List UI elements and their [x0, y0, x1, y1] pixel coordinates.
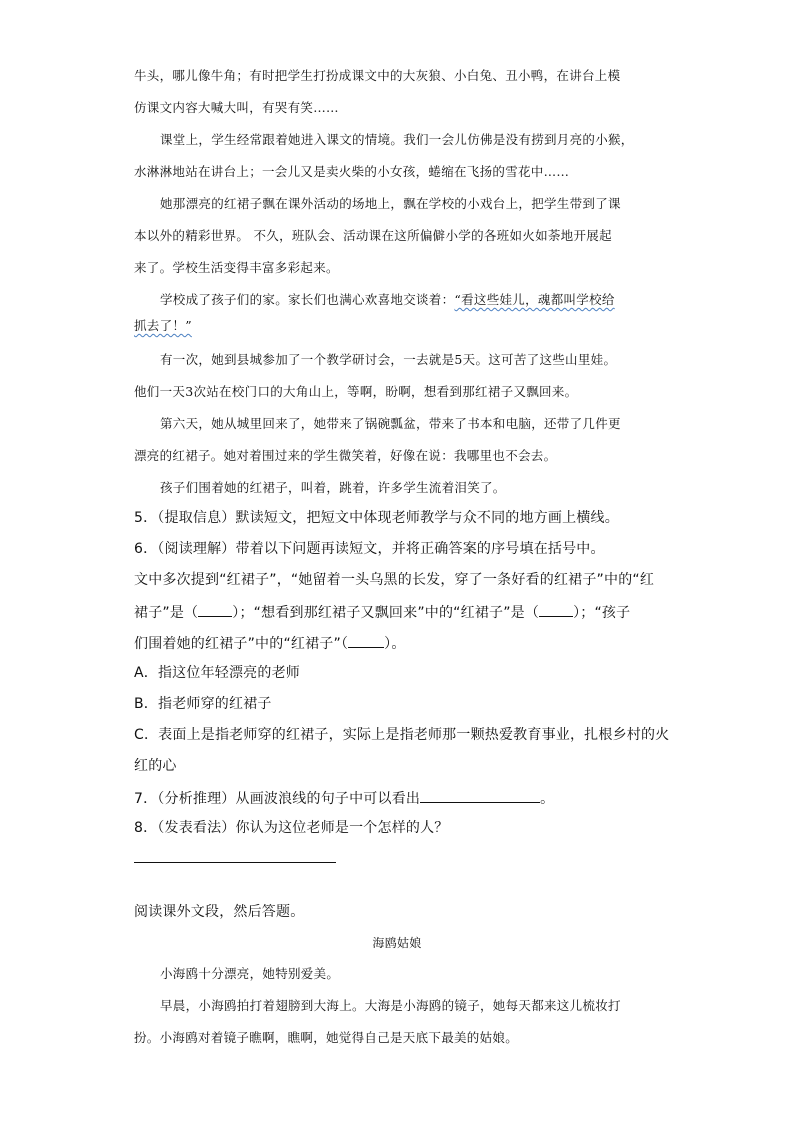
story-line	[134, 317, 192, 335]
option-c-cont: 红的心	[134, 758, 177, 774]
story-line: 她那漂亮的红裙子飘在课外活动的场地上，飘在学校的小戏台上，把学生带到了课	[160, 196, 621, 211]
option-b: B．指老师穿的红裙子	[134, 696, 272, 712]
question-8: 8．（发表看法）你认为这位老师是一个怎样的人？	[134, 820, 449, 836]
answer-blank[interactable]	[539, 602, 573, 617]
option-a: A．指这位年轻漂亮的老师	[134, 665, 300, 681]
story-text: 学校成了孩子们的家。家长们也满心欢喜地交谈着：	[160, 292, 455, 307]
question-7	[134, 788, 554, 808]
question-5: 5．（提取信息）默读短文，把短文中体现老师教学与众不同的地方画上横线。	[134, 510, 619, 526]
question-6-text	[134, 633, 406, 653]
story-line: 来了。学校生活变得丰富多彩起来。	[134, 260, 339, 275]
question-text: 们围着她的红裙子”中的“红裙子”（	[134, 636, 349, 652]
question-text: 。	[540, 791, 555, 807]
passage-title: 海鸥姑娘	[372, 936, 422, 950]
answer-blank[interactable]	[348, 633, 384, 648]
question-text: 7．（分析推理）从画波浪线的句子中可以看出	[134, 791, 421, 807]
question-text: ）；“孩子	[573, 605, 631, 621]
story-line: 第六天，她从城里回来了，她带来了锅碗瓢盆，带来了书本和电脑，还带了几件更	[160, 416, 621, 431]
question-6-text	[134, 602, 630, 622]
wavy-underlined-sentence: “看这些娃儿，魂都叫学校给	[454, 292, 615, 307]
wavy-underlined-sentence: 抓去了！”	[134, 318, 192, 333]
passage-line: 小海鸥十分漂亮，她特别爱美。	[160, 966, 340, 981]
question-6-text: 文中多次提到“红裙子”，“她留着一头乌黑的长发，穿了一条好看的红裙子”中的“红	[134, 572, 655, 588]
question-text: ）；“想看到那红裙子又飘回来”中的“红裙子”是（	[232, 605, 540, 621]
story-line: 他们一天3次站在校门口的大角山上，等啊，盼啊，想看到那红裙子又飘回来。	[134, 384, 578, 399]
passage-line: 早晨，小海鸥拍打着翅膀到大海上。大海是小海鸥的镜子，她每天都来这儿梳妆打	[160, 998, 621, 1013]
answer-blank[interactable]	[198, 602, 232, 617]
story-line: 课堂上，学生经常跟着她进入课文的情境。我们一会儿仿佛是没有捞到月亮的小猴，	[160, 132, 634, 147]
story-line	[160, 291, 615, 309]
story-line: 本以外的精彩世界。 不久，班队会、活动课在这所偏僻小学的各班如火如荼地开展起	[134, 228, 612, 243]
answer-line[interactable]	[134, 862, 336, 863]
story-line: 牛头，哪儿像牛角；有时把学生打扮成课文中的大灰狼、小白兔、丑小鸭，在讲台上模	[134, 68, 621, 83]
story-line: 孩子们围着她的红裙子，叫着，跳着，许多学生流着泪笑了。	[160, 480, 506, 495]
question-text: 裙子”是（	[134, 605, 199, 621]
story-line: 水淋淋地站在讲台上；一会儿又是卖火柴的小女孩，蜷缩在飞扬的雪花中……	[134, 164, 570, 179]
section-intro: 阅读课外文段，然后答题。	[134, 904, 305, 920]
story-line: 漂亮的红裙子。她对着围过来的学生微笑着，好像在说：我哪里也不会去。	[134, 448, 557, 463]
question-text: ）。	[384, 636, 406, 652]
option-c: C．表面上是指老师穿的红裙子，实际上是指老师那一颗热爱教育事业，扎根乡村的火	[134, 727, 670, 743]
story-line: 仿课文内容大喊大叫，有哭有笑……	[134, 100, 339, 115]
question-6: 6．（阅读理解）带着以下问题再读短文，并将正确答案的序号填在括号中。	[134, 541, 605, 557]
story-line: 有一次，她到县城参加了一个教学研讨会，一去就是5天。这可苦了这些山里娃。	[160, 352, 617, 367]
answer-blank[interactable]	[420, 788, 540, 803]
passage-line: 扮。小海鸥对着镜子瞧啊，瞧啊，她觉得自己是天底下最美的姑娘。	[134, 1030, 519, 1045]
